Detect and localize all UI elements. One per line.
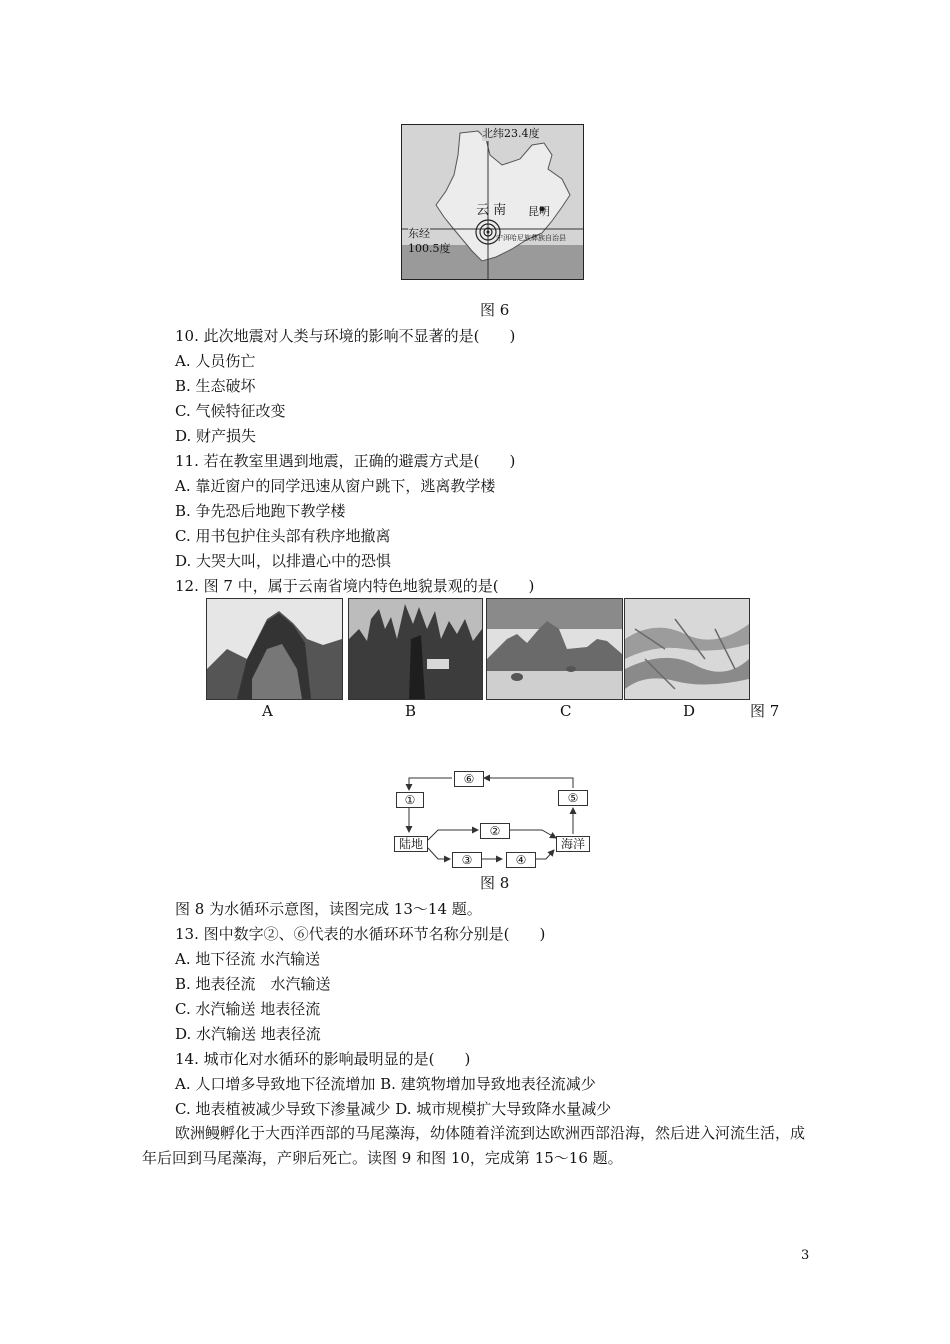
photo-b-label: B bbox=[405, 702, 417, 720]
figure-6-caption: 图 6 bbox=[480, 301, 510, 319]
photo-a-rock-peak bbox=[206, 598, 343, 700]
photo-d-loess-plateau bbox=[624, 598, 750, 700]
figure-8-water-cycle bbox=[392, 768, 592, 872]
node-6: ⑥ bbox=[454, 771, 484, 787]
photo-c-label: C bbox=[560, 702, 572, 720]
node-land: 陆地 bbox=[394, 836, 428, 852]
question-10-option-a: A. 人员伤亡 bbox=[175, 352, 256, 370]
node-ocean: 海洋 bbox=[556, 836, 590, 852]
question-10-option-d: D. 财产损失 bbox=[175, 427, 257, 445]
figure-8-caption: 图 8 bbox=[480, 874, 510, 892]
water-cycle-arrows bbox=[392, 768, 592, 872]
question-14-options-row-1: A. 人口增多导致地下径流增加 B. 建筑物增加导致地表径流减少 bbox=[175, 1075, 596, 1093]
node-2: ② bbox=[480, 823, 510, 839]
longitude-label-2: 100.5度 bbox=[408, 242, 451, 255]
node-5: ⑤ bbox=[558, 790, 588, 806]
latitude-label: 北纬23.4度 bbox=[482, 127, 540, 140]
question-10-option-c: C. 气候特征改变 bbox=[175, 402, 286, 420]
question-11-option-c: C. 用书包护住头部有秩序地撤离 bbox=[175, 527, 391, 545]
question-13-option-c: C. 水汽输送 地表径流 bbox=[175, 1000, 321, 1018]
node-4: ④ bbox=[506, 852, 536, 868]
question-11-option-a: A. 靠近窗户的同学迅速从窗户跳下，逃离教学楼 bbox=[175, 477, 496, 495]
province-label: 云 南 bbox=[476, 203, 507, 218]
longitude-label-1: 东经 bbox=[408, 227, 430, 240]
page-number: 3 bbox=[801, 1248, 810, 1263]
question-10-option-b: B. 生态破坏 bbox=[175, 377, 256, 395]
photo-c-yardang bbox=[486, 598, 623, 700]
question-13-option-d: D. 水汽输送 地表径流 bbox=[175, 1025, 321, 1043]
city-label: 昆明 bbox=[528, 205, 550, 218]
question-13-option-a: A. 地下径流 水汽输送 bbox=[175, 950, 321, 968]
question-11-option-b: B. 争先恐后地跑下教学楼 bbox=[175, 502, 346, 520]
figure-7-caption: 图 7 bbox=[750, 702, 780, 720]
intro-13-14: 图 8 为水循环示意图，读图完成 13～14 题。 bbox=[175, 900, 482, 918]
node-3: ③ bbox=[452, 852, 482, 868]
photo-b-stone-forest bbox=[348, 598, 483, 700]
question-14-options-row-2: C. 地表植被减少导致下渗量减少 D. 城市规模扩大导致降水量减少 bbox=[175, 1100, 612, 1118]
county-label: 宁洱哈尼族彝族自治县 bbox=[496, 234, 566, 242]
passage-eel: 欧洲鳗孵化于大西洋西部的马尾藻海，幼体随着洋流到达欧洲西部沿海，然后进入河流生活，成年后回到马尾藻海，产卵后死亡。读图 9 和图 10，完成第 15～16 题。 bbox=[142, 1124, 806, 1167]
question-10-stem: 10. 此次地震对人类与环境的影响不显著的是( ) bbox=[175, 327, 516, 345]
question-11-option-d: D. 大哭大叫，以排遣心中的恐惧 bbox=[175, 552, 392, 570]
question-13-option-b: B. 地表径流 水汽输送 bbox=[175, 975, 331, 993]
question-11-stem: 11. 若在教室里遇到地震，正确的避震方式是( ) bbox=[175, 452, 516, 470]
question-12-stem: 12. 图 7 中，属于云南省境内特色地貌景观的是( ) bbox=[175, 577, 535, 595]
question-13-stem: 13. 图中数字②、⑥代表的水循环环节名称分别是( ) bbox=[175, 925, 546, 943]
figure-6-map bbox=[401, 124, 584, 280]
photo-d-label: D bbox=[683, 702, 696, 720]
node-1: ① bbox=[396, 792, 424, 808]
question-14-stem: 14. 城市化对水循环的影响最明显的是( ) bbox=[175, 1050, 471, 1068]
photo-a-label: A bbox=[262, 702, 273, 720]
